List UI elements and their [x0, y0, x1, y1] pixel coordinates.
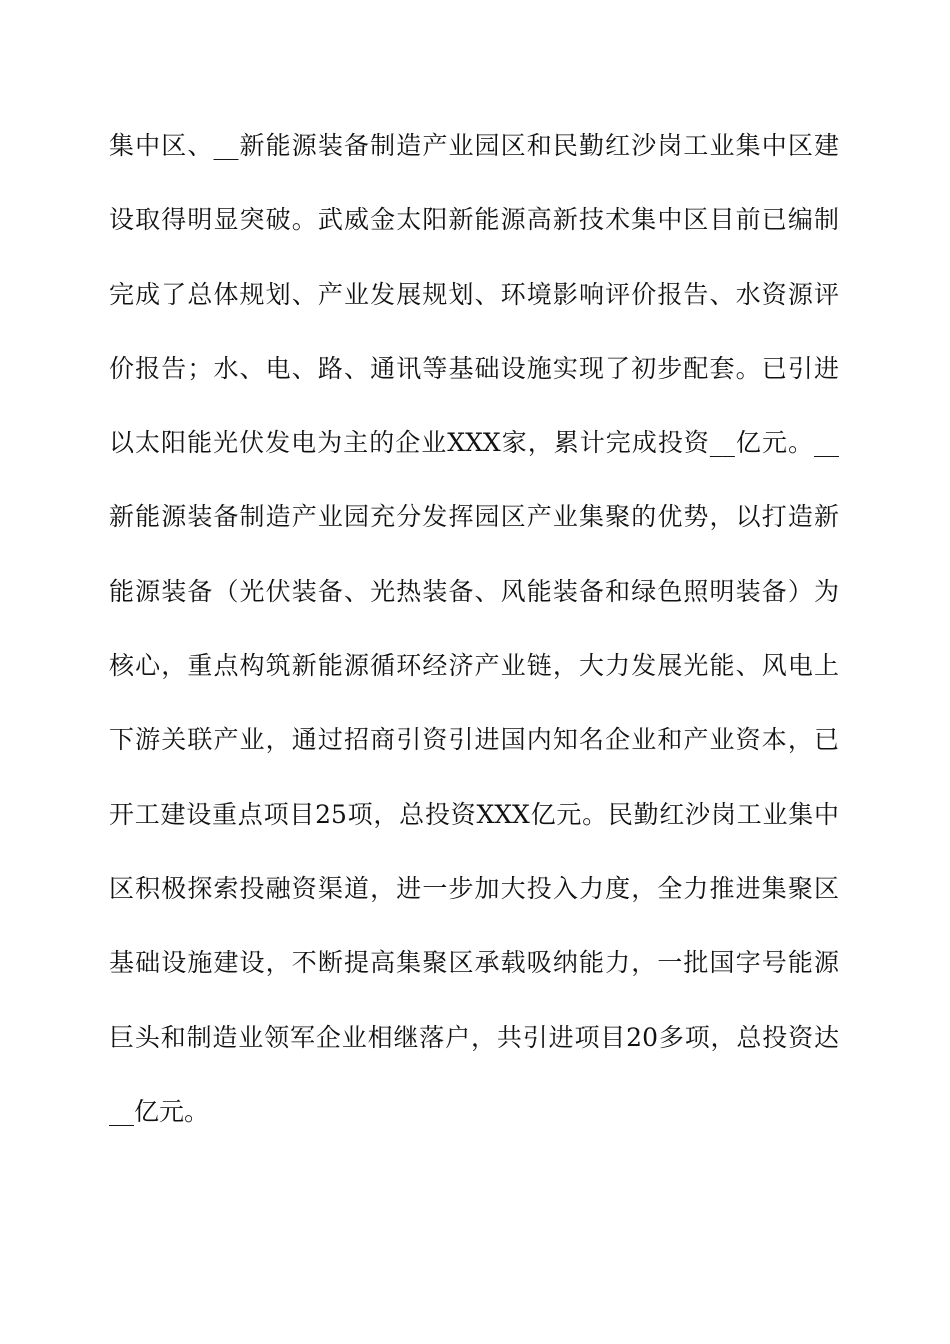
- paragraph-line-5: 以太阳能光伏发电为主的企业XXX家，累计完成投资__亿元。__: [109, 428, 839, 458]
- paragraph-line-9: 下游关联产业，通过招商引资引进国内知名企业和产业资本，已: [109, 725, 839, 755]
- paragraph-line-2: 设取得明显突破。武威金太阳新能源高新技术集中区目前已编制: [109, 205, 839, 235]
- paragraph-line-8: 核心，重点构筑新能源循环经济产业链，大力发展光能、风电上: [109, 651, 839, 681]
- paragraph-line-12: 基础设施建设，不断提高集聚区承载吸纳能力，一批国字号能源: [109, 948, 839, 978]
- paragraph-line-7: 能源装备（光伏装备、光热装备、风能装备和绿色照明装备）为: [109, 576, 839, 606]
- body-paragraph: [109, 127, 839, 1167]
- paragraph-line-14: __亿元。: [109, 1096, 210, 1126]
- paragraph-line-6: 新能源装备制造产业园充分发挥园区产业集聚的优势，以打造新: [109, 502, 839, 532]
- paragraph-line-13: 巨头和制造业领军企业相继落户，共引进项目20多项，总投资达: [109, 1022, 839, 1052]
- paragraph-line-4: 价报告；水、电、路、通讯等基础设施实现了初步配套。已引进: [109, 353, 839, 383]
- paragraph-line-1: 集中区、__新能源装备制造产业园区和民勤红沙岗工业集中区建: [109, 131, 839, 160]
- paragraph-line-10: 开工建设重点项目25项，总投资XXX亿元。民勤红沙岗工业集中: [109, 799, 839, 829]
- paragraph-line-3: 完成了总体规划、产业发展规划、环境影响评价报告、水资源评: [109, 279, 839, 309]
- paragraph-line-11: 区积极探索投融资渠道，进一步加大投入力度，全力推进集聚区: [109, 873, 839, 903]
